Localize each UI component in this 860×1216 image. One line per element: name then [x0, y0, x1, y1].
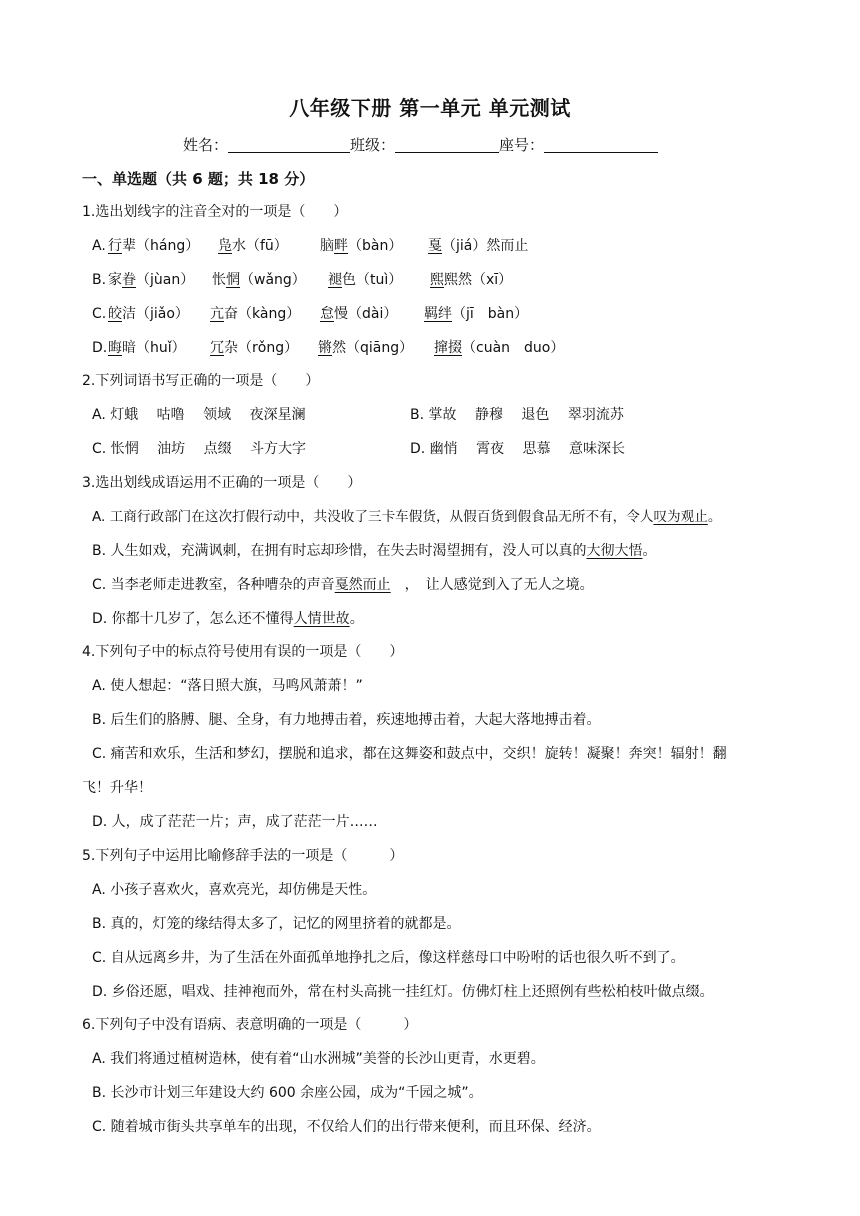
- q2-option-d: D. 幽悄 霄夜 思慕 意味深长: [410, 441, 626, 457]
- q2-option-c: C. 怅惘 油坊 点缀 斗方大字: [92, 441, 307, 457]
- q1-a-item-1: 行辈（háng）: [108, 238, 200, 254]
- q3-option-b: B. 人生如戏，充满讽刺，在拥有时忘却珍惜，在失去时渴望拥有，没人可以真的大彻大悟。: [92, 543, 657, 559]
- question-5-stem: 5.下列句子中运用比喻修辞手法的一项是（ ）: [82, 848, 404, 864]
- q1-option-c: [92, 304, 792, 324]
- question-4-stem: 4.下列句子中的标点符号使用有误的一项是（ ）: [82, 644, 404, 660]
- q1-option-d: [92, 338, 792, 358]
- q1-c-item-2: 亢奋（kàng）: [210, 306, 301, 322]
- q3-option-a: A. 工商行政部门在这次打假行动中，共没收了三卡车假货，从假百货到假食品无所不有，令人叹为观止。: [92, 509, 722, 525]
- question-2-stem: 2.下列词语书写正确的一项是（ ）: [82, 373, 320, 389]
- q6-option-a: A. 我们将通过植树造林，使有着“山水洲城”美誉的长沙山更青，水更碧。: [92, 1051, 545, 1067]
- option-letter: D.: [92, 340, 108, 356]
- q1-d-item-1: 晦暗（huǐ）: [108, 340, 186, 356]
- q5-option-b: B. 真的，灯笼的缘结得太多了，记忆的网里挤着的就都是。: [92, 916, 461, 932]
- q1-a-item-4: 戛（jiá）然而止: [428, 238, 529, 254]
- q1-b-item-3: 褪色（tuì）: [328, 272, 403, 288]
- class-label: 班级：: [350, 136, 396, 154]
- q2-option-a: A. 灯蛾 咕噜 领域 夜深星澜: [92, 407, 306, 423]
- student-info-line: [183, 134, 658, 155]
- q4-option-c-continued: 飞！升华！: [82, 780, 152, 796]
- q3-option-c: C. 当李老师走进教室，各种嘈杂的声音戛然而止 ， 让人感觉到入了无人之境。: [92, 577, 594, 593]
- seat-label: 座号：: [499, 136, 545, 154]
- q5-option-d: D. 乡俗还愿，唱戏、挂神袍而外，常在村头高挑一挂红灯。仿佛灯柱上还照例有些松柏枝叶做点缀。: [92, 984, 714, 1000]
- question-3-stem: 3.选出划线成语运用不正确的一项是（ ）: [82, 475, 362, 491]
- section-heading: 一、单选题（共 6 题；共 18 分）: [82, 170, 315, 188]
- question-6-stem: 6.下列句子中没有语病、表意明确的一项是（ ）: [82, 1017, 418, 1033]
- q1-option-a: [92, 236, 792, 256]
- q1-a-item-2: 凫水（fū）: [218, 238, 288, 254]
- q1-d-item-2: 冗杂（rǒng）: [210, 340, 299, 356]
- q1-d-item-4: 撺掇（cuàn duo）: [434, 340, 565, 356]
- q1-c-item-1: 皎洁（jiǎo）: [108, 306, 189, 322]
- q6-option-b: B. 长沙市计划三年建设大约 600 余座公园，成为“千园之城”。: [92, 1085, 483, 1101]
- class-blank[interactable]: [395, 136, 499, 153]
- name-blank[interactable]: [228, 136, 350, 153]
- q1-b-item-4: 熙熙然（xī）: [430, 272, 513, 288]
- option-letter: A.: [92, 238, 106, 254]
- q6-option-c: C. 随着城市街头共享单车的出现，不仅给人们的出行带来便利，而且环保、经济。: [92, 1119, 601, 1135]
- q4-option-b: B. 后生们的胳膊、腿、全身，有力地搏击着，疾速地搏击着，大起大落地搏击着。: [92, 712, 601, 728]
- option-letter: C.: [92, 306, 107, 322]
- q1-b-item-2: 怅惘（wǎng）: [212, 272, 306, 288]
- q1-c-item-3: 怠慢（dài）: [320, 306, 398, 322]
- q1-option-b: [92, 270, 792, 290]
- q2-option-b: B. 掌故 静穆 退色 翠羽流苏: [410, 407, 624, 423]
- q5-option-a: A. 小孩子喜欢火，喜欢亮光，却仿佛是天性。: [92, 882, 377, 898]
- q1-a-item-3: 脑畔（bàn）: [320, 238, 403, 254]
- q1-d-item-3: 锵然（qiāng）: [318, 340, 414, 356]
- option-letter: B.: [92, 272, 107, 288]
- name-label: 姓名：: [183, 136, 229, 154]
- page-title: 八年级下册 第一单元 单元测试: [289, 96, 571, 120]
- q4-option-c: C. 痛苦和欢乐，生活和梦幻，摆脱和追求，都在这舞姿和鼓点中，交织！旋转！凝聚！奔突！辐射！翻: [92, 746, 727, 762]
- seat-blank[interactable]: [544, 136, 658, 153]
- question-1-stem: 1.选出划线字的注音全对的一项是（ ）: [82, 204, 348, 220]
- q5-option-c: C. 自从远离乡井，为了生活在外面孤单地挣扎之后，像这样慈母口中吩咐的话也很久听不到了。: [92, 950, 685, 966]
- q1-c-item-4: 羁绊（jī bàn）: [424, 306, 529, 322]
- q4-option-a: A. 使人想起：“落日照大旗，马鸣风萧萧！”: [92, 678, 363, 694]
- q4-option-d: D. 人，成了茫茫一片；声，成了茫茫一片……: [92, 814, 378, 830]
- q3-option-d: D. 你都十几岁了，怎么还不懂得人情世故。: [92, 611, 364, 627]
- q1-b-item-1: 家眷（jùan）: [108, 272, 195, 288]
